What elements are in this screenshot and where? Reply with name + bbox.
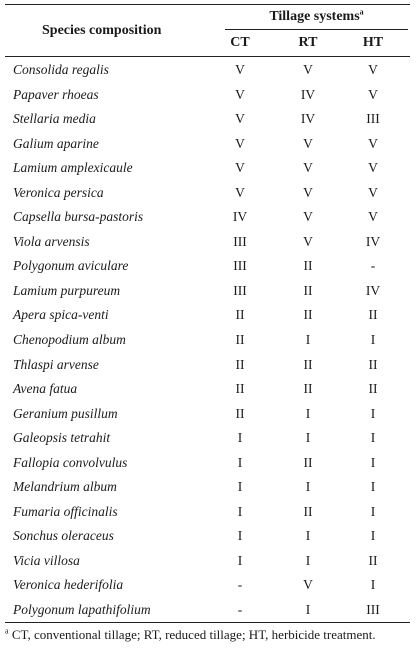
ct-value: I [237, 528, 243, 544]
species-table [5, 4, 410, 623]
rt-value: V [303, 160, 313, 176]
species-name: Avena fatua [13, 381, 78, 397]
ct-value: V [235, 111, 245, 127]
rt-value: II [303, 258, 313, 274]
footnote-marker: a [5, 626, 9, 636]
table-row [5, 57, 410, 82]
rt-value: I [305, 552, 311, 568]
species-name: Stellaria media [13, 111, 96, 127]
tillage-systems-header [225, 9, 408, 25]
ct-value: III [233, 233, 247, 249]
table-row [5, 352, 410, 377]
species-name: Fallopia convolvulus [13, 454, 128, 470]
species-name: Polygonum lapathifolium [13, 602, 151, 618]
column-header-rt: RT [298, 35, 318, 50]
ct-value: I [237, 454, 243, 470]
ht-value: V [368, 209, 378, 225]
table-row [5, 180, 410, 205]
species-name: Galium aparine [13, 135, 99, 151]
ht-value: I [370, 405, 376, 421]
species-name: Vicia villosa [13, 552, 80, 568]
table-row [5, 499, 410, 524]
ct-value: I [237, 430, 243, 446]
table-row [5, 106, 410, 131]
column-header-ct: CT [230, 35, 250, 50]
species-column-header: Species composition [42, 23, 162, 38]
table-row [5, 302, 410, 327]
species-name: Galeopsis tetrahit [13, 430, 111, 446]
species-name: Fumaria officinalis [13, 503, 118, 519]
species-name: Papaver rhoeas [13, 86, 99, 102]
species-name: Melandrium album [13, 479, 117, 495]
ht-value: V [368, 135, 378, 151]
ct-value: II [235, 381, 245, 397]
rt-value: V [303, 62, 313, 77]
column-header-ht: HT [362, 35, 384, 50]
table-row [5, 327, 410, 352]
rt-value: IV [300, 86, 316, 102]
species-name: Veronica persica [13, 184, 104, 200]
table-row [5, 523, 410, 548]
ht-value: I [370, 454, 376, 470]
ht-value: III [366, 111, 380, 127]
ct-value: I [237, 503, 243, 519]
ct-value: II [235, 356, 245, 372]
table-row [5, 450, 410, 475]
table-row [5, 548, 410, 573]
rt-value: I [305, 332, 311, 348]
rt-value: II [303, 454, 313, 470]
tillage-systems-label: Tillage systems [269, 9, 360, 24]
table-header [5, 5, 410, 56]
ct-value: IV [232, 209, 248, 225]
ct-value: V [235, 86, 245, 102]
rt-value: I [305, 479, 311, 495]
ct-value: III [233, 258, 247, 274]
tillage-systems-footnote-marker: a [359, 7, 364, 17]
ct-value: V [235, 135, 245, 151]
species-name: Capsella bursa-pastoris [13, 209, 144, 225]
species-name: Lamium amplexicaule [13, 160, 133, 176]
ht-value: V [368, 160, 378, 176]
ht-value: II [368, 307, 378, 323]
table-row [5, 572, 410, 597]
ct-value: - [237, 577, 243, 593]
rt-value: I [305, 528, 311, 544]
table-body [5, 57, 410, 622]
table-row [5, 82, 410, 107]
rt-value: V [303, 577, 313, 593]
ht-value: I [370, 577, 376, 593]
ht-value: V [368, 184, 378, 200]
rt-value: II [303, 356, 313, 372]
ct-value: III [233, 282, 247, 298]
table-row [5, 401, 410, 426]
ht-value: II [368, 552, 378, 568]
rt-value: II [303, 282, 313, 298]
table-bottom-rule [5, 622, 410, 623]
table-row [5, 597, 410, 622]
species-name: Apera spica-venti [13, 307, 109, 323]
ht-value: V [368, 62, 378, 77]
table-row [5, 376, 410, 401]
rt-value: V [303, 209, 313, 225]
ct-value: V [235, 184, 245, 200]
species-name: Consolida regalis [13, 62, 109, 77]
ht-value: V [368, 86, 378, 102]
footnote-text: CT, conventional tillage; RT, reduced tillage; HT, herbicide treatment. [8, 627, 376, 642]
table-row [5, 131, 410, 156]
rt-value: II [303, 307, 313, 323]
ht-value: II [368, 356, 378, 372]
ct-value: V [235, 160, 245, 176]
ht-value: IV [365, 282, 381, 298]
species-name: Geranium pusillum [13, 405, 118, 421]
rt-value: IV [300, 111, 316, 127]
ct-value: I [237, 552, 243, 568]
ht-value: I [370, 479, 376, 495]
rt-value: V [303, 233, 313, 249]
table-row [5, 425, 410, 450]
ht-value: I [370, 430, 376, 446]
table-footnote [5, 627, 410, 643]
ht-value: I [370, 503, 376, 519]
ct-value: V [235, 62, 245, 77]
ht-value: - [370, 258, 376, 274]
ct-value: II [235, 307, 245, 323]
rt-value: II [303, 381, 313, 397]
species-name: Polygonum aviculare [13, 258, 129, 274]
ht-value: I [370, 528, 376, 544]
species-name: Sonchus oleraceus [13, 528, 114, 544]
table-row [5, 474, 410, 499]
rt-value: I [305, 430, 311, 446]
table-row [5, 278, 410, 303]
ct-value: - [237, 602, 243, 618]
table-row [5, 155, 410, 180]
species-name: Thlaspi arvense [13, 356, 99, 372]
table-row [5, 229, 410, 254]
ht-value: II [368, 381, 378, 397]
ct-value: II [235, 405, 245, 421]
table-row [5, 204, 410, 229]
species-name: Veronica hederifolia [13, 577, 124, 593]
ht-value: I [370, 332, 376, 348]
ht-value: IV [365, 233, 381, 249]
rt-value: II [303, 503, 313, 519]
ct-value: II [235, 332, 245, 348]
species-name: Lamium purpureum [13, 282, 121, 298]
rt-value: I [305, 405, 311, 421]
table-row [5, 253, 410, 278]
rt-value: V [303, 135, 313, 151]
rt-value: I [305, 602, 311, 618]
header-sub-rule [225, 29, 408, 30]
ct-value: I [237, 479, 243, 495]
species-name: Viola arvensis [13, 233, 90, 249]
species-name: Chenopodium album [13, 332, 126, 348]
rt-value: V [303, 184, 313, 200]
ht-value: III [366, 602, 380, 618]
